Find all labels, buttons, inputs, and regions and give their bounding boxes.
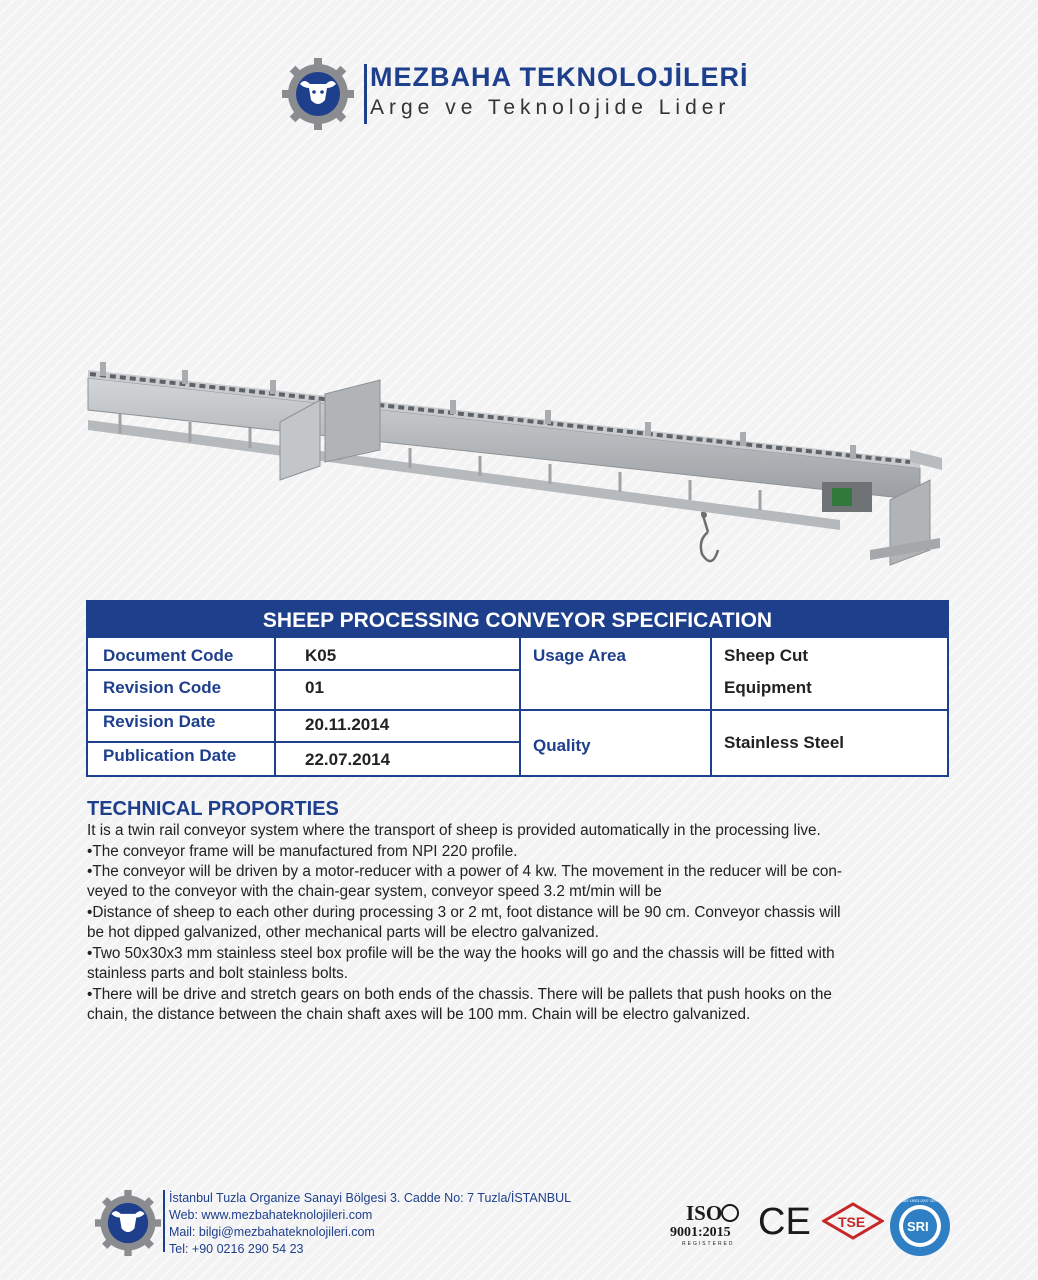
technical-line: •Two 50x30x3 mm stainless steel box profile will be the way the hooks will go and the chassis will be fitted with bbox=[87, 945, 835, 962]
footer-divider bbox=[163, 1190, 165, 1252]
footer-web[interactable]: Web: www.mezbahateknolojileri.com bbox=[169, 1208, 373, 1222]
grid-line bbox=[88, 741, 519, 743]
publication-date-label: Publication Date bbox=[103, 746, 237, 765]
technical-line: •The conveyor will be driven by a motor-reducer with a power of 4 kw. The movement in the reducer will be con- bbox=[87, 863, 842, 880]
ce-text: CE bbox=[758, 1201, 811, 1240]
footer-address: İstanbul Tuzla Organize Sanayi Bölgesi 3. Cadde No: 7 Tuzla/İSTANBUL bbox=[169, 1191, 572, 1205]
technical-line: veyed to the conveyor with the chain-gear system, conveyor speed 3.2 mt/min will be bbox=[87, 883, 662, 900]
brand-name: MEZBAHA TEKNOLOJİLERİ bbox=[370, 62, 749, 92]
spec-table-title: SHEEP PROCESSING CONVEYOR SPECIFICATION bbox=[88, 602, 947, 638]
sri-certified-badge-icon bbox=[888, 1194, 952, 1258]
technical-line: •The conveyor frame will be manufactured from NPI 220 profile. bbox=[87, 843, 518, 860]
revision-date-label: Revision Date bbox=[103, 712, 216, 731]
technical-line: be hot dipped galvanized, other mechanical parts will be electro galvanized. bbox=[87, 924, 599, 941]
document-code-label: Document Code bbox=[103, 646, 234, 665]
sri-text: SRI bbox=[907, 1219, 929, 1234]
bull-gear-logo-icon bbox=[282, 58, 354, 130]
technical-line: •There will be drive and stretch gears on both ends of the chassis. There will be pallets that push hooks on the bbox=[87, 986, 832, 1003]
revision-code-label: Revision Code bbox=[103, 678, 222, 697]
header-logo bbox=[282, 58, 752, 130]
iso-registered-text: REGISTERED bbox=[682, 1241, 735, 1247]
footer-tel: Tel: +90 0216 290 54 23 bbox=[169, 1242, 304, 1256]
quality-value: Stainless Steel bbox=[724, 733, 845, 752]
technical-line: chain, the distance between the chain shaft axes will be 100 mm. Chain will be electro galvanized. bbox=[87, 1006, 751, 1023]
sri-ring-text: OHSAS 18001:2007 CERTIFIED bbox=[896, 1199, 949, 1203]
tse-text: TSE bbox=[838, 1214, 866, 1230]
grid-line bbox=[88, 709, 947, 711]
technical-line: •Distance of sheep to each other during processing 3 or 2 mt, foot distance will be 90 cm. Conveyor chassis will bbox=[87, 904, 841, 921]
brand-slogan: Arge ve Teknolojide Lider bbox=[370, 96, 731, 119]
usage-area-value-line2: Equipment bbox=[724, 678, 812, 697]
revision-code-value: 01 bbox=[305, 678, 324, 697]
technical-heading: TECHNICAL PROPORTIES bbox=[87, 798, 339, 820]
iso-top-text: ISO bbox=[686, 1201, 723, 1225]
grid-line bbox=[274, 638, 276, 777]
ce-mark-icon bbox=[758, 1200, 812, 1240]
bull-gear-footer-logo-icon bbox=[95, 1190, 161, 1256]
logo-divider bbox=[364, 64, 367, 124]
revision-date-value: 20.11.2014 bbox=[305, 715, 390, 734]
grid-line bbox=[88, 669, 519, 671]
conveyor-product-image bbox=[80, 350, 950, 590]
technical-line: It is a twin rail conveyor system where the transport of sheep is provided automatically in the processing live. bbox=[87, 822, 821, 839]
iso-number-text: 9001:2015 bbox=[670, 1225, 731, 1240]
usage-area-label: Usage Area bbox=[533, 646, 626, 665]
document-code-value: K05 bbox=[305, 646, 337, 665]
spec-table bbox=[86, 600, 949, 777]
tse-mark-icon bbox=[822, 1202, 884, 1240]
footer-mail[interactable]: Mail: bilgi@mezbahateknolojileri.com bbox=[169, 1225, 375, 1239]
publication-date-value: 22.07.2014 bbox=[305, 750, 391, 769]
usage-area-value-line1: Sheep Cut bbox=[724, 646, 809, 665]
quality-label: Quality bbox=[533, 736, 591, 755]
technical-line: stainless parts and bolt stainless bolts. bbox=[87, 965, 349, 982]
iso-9001-badge-icon bbox=[668, 1198, 754, 1248]
